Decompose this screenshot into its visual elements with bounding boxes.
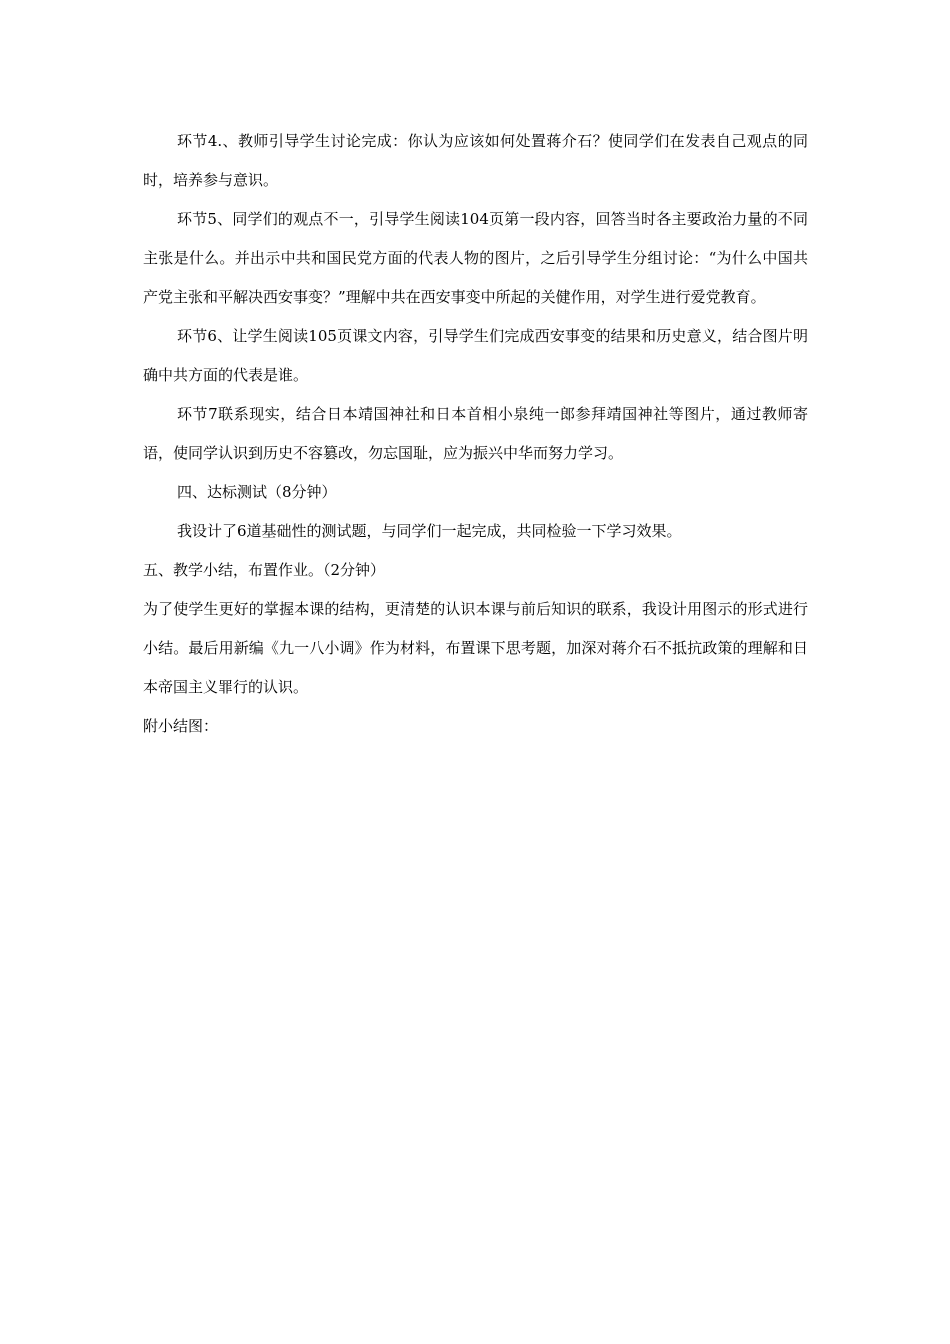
paragraph-step-7: 环节7联系现实，结合日本靖国神社和日本首相小泉纯一郎参拜靖国神社等图片，通过教师寄语，使同学认识到历史不容篡改，勿忘国耻，应为振兴中华而努力学习。 (143, 405, 808, 462)
paragraph-step-6: 环节6、让学生阅读105页课文内容，引导学生们完成西安事变的结果和历史意义，结合图片明确中共方面的代表是谁。 (143, 327, 808, 384)
appendix-label: 附小结图： (143, 717, 219, 735)
section-heading-summary: 五、教学小结，布置作业。（2分钟） (143, 561, 386, 579)
paragraph-step-4: 环节4.、教师引导学生讨论完成：你认为应该如何处置蒋介石？使同学们在发表自己观点的同时，培养参与意识。 (143, 132, 808, 189)
paragraph-step-5: 环节5、同学们的观点不一，引导学生阅读104页第一段内容，回答当时各主要政治力量的不同主张是什么。并出示中共和国民党方面的代表人物的图片，之后引导学生分组讨论：“为什么中国共产党主张和平解决西安事变？”理解中共在西安事变中所起的关健作用，对学生进行爱党教育。 (143, 210, 808, 306)
paragraph-test: 我设计了6道基础性的测试题，与同学们一起完成，共同检验一下学习效果。 (177, 522, 682, 540)
document-body (143, 122, 808, 746)
paragraph-summary: 为了使学生更好的掌握本课的结构，更清楚的认识本课与前后知识的联系，我设计用图示的形式进行小结。最后用新编《九一八小调》作为材料，布置课下思考题，加深对蒋介石不抵抗政策的理解和日本帝国主义罪行的认识。 (143, 600, 808, 696)
section-heading-test: 四、达标测试（8分钟） (177, 483, 337, 501)
